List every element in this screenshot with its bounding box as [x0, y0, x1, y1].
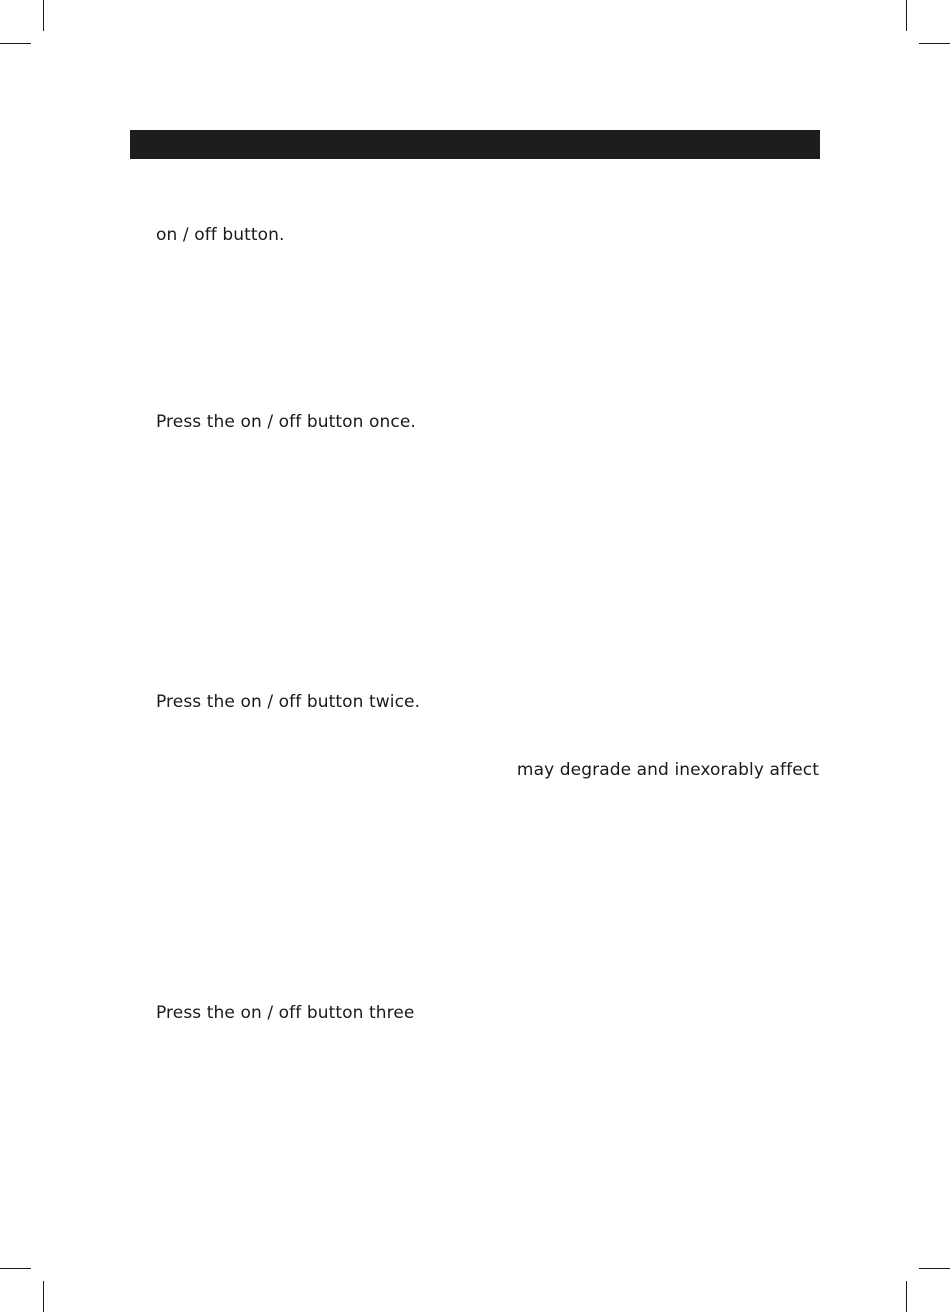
crop-mark-top-right-horizontal	[919, 43, 950, 44]
text-line-press-twice: Press the on / off button twice.	[156, 692, 421, 712]
crop-mark-bottom-left-vertical	[43, 1281, 44, 1312]
section-header-bar	[130, 130, 820, 159]
crop-mark-top-left-horizontal	[0, 43, 31, 44]
text-line-degrade-warning: may degrade and inexorably affect	[516, 760, 819, 780]
crop-mark-top-right-vertical	[906, 0, 907, 31]
text-line-press-three: Press the on / off button three	[156, 1003, 415, 1023]
crop-mark-top-left-vertical	[43, 0, 44, 31]
crop-mark-bottom-right-horizontal	[919, 1268, 950, 1269]
text-line-on-off-button: on / off button.	[156, 225, 285, 245]
crop-mark-bottom-left-horizontal	[0, 1268, 31, 1269]
text-line-press-once: Press the on / off button once.	[156, 412, 416, 432]
crop-mark-bottom-right-vertical	[906, 1281, 907, 1312]
